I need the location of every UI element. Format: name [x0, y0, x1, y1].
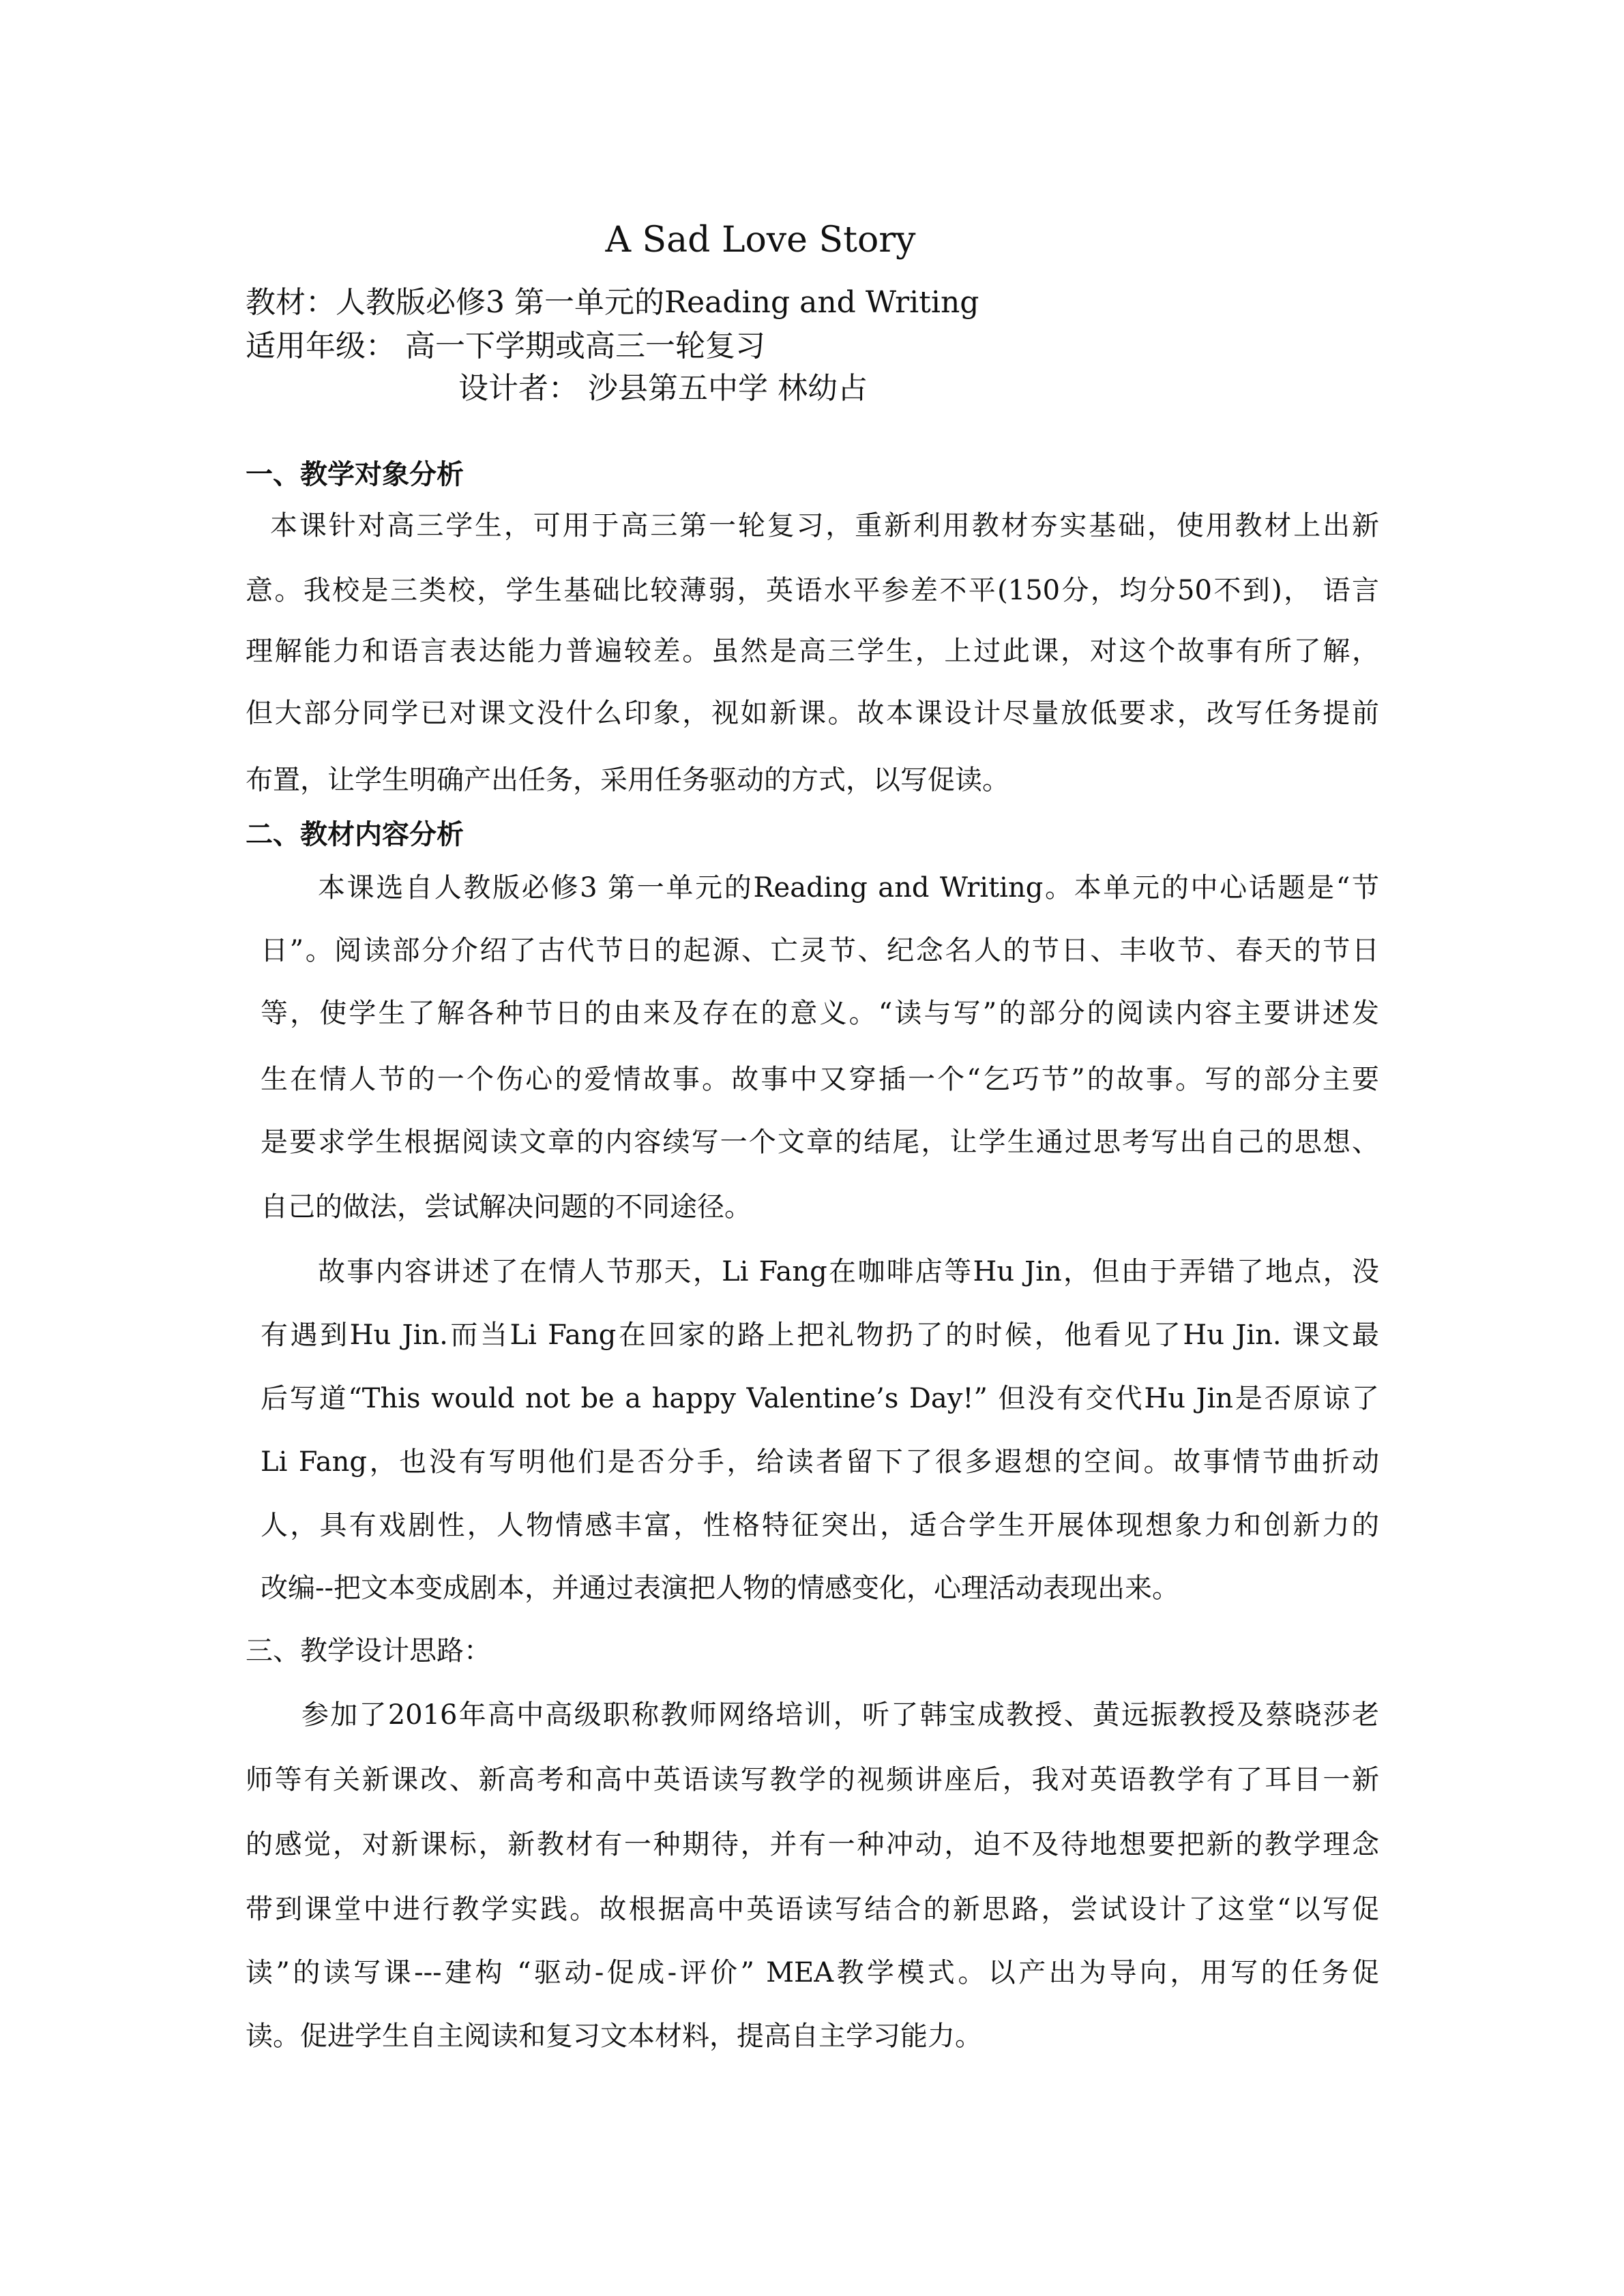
section2-para2-line-4: Li Fang，也没有写明他们是否分手，给读者留下了很多遐想的空间。故事情节曲折动 — [261, 1446, 1379, 1478]
document-title: A Sad Love Story — [605, 220, 916, 260]
section2-para2-line-3: 后写道“This would not be a happy Valentine’s Day!” 但没有交代Hu Jin是否原谅了 — [261, 1383, 1379, 1414]
section2-para1-line-2: 日”。阅读部分介绍了古代节日的起源、亡灵节、纪念名人的节日、丰收节、春天的节日 — [261, 935, 1379, 966]
section1-line-4: 但大部分同学已对课文没什么印象，视如新课。故本课设计尽量放低要求，改写任务提前 — [246, 698, 1379, 729]
section2-para1-line-6: 自己的做法，尝试解决问题的不同途径。 — [261, 1191, 752, 1223]
section1-line-5: 布置，让学生明确产出任务，采用任务驱动的方式，以写促读。 — [246, 764, 1009, 796]
section3-line-6: 读。促进学生自主阅读和复习文本材料，提高自主学习能力。 — [246, 2021, 982, 2052]
section2-para1-line-5: 是要求学生根据阅读文章的内容续写一个文章的结尾，让学生通过思考写出自己的思想、 — [261, 1127, 1379, 1158]
section2-para2-line-1: 故事内容讲述了在情人节那天，Li Fang在咖啡店等Hu Jin，但由于弄错了地点，没 — [318, 1256, 1379, 1287]
grade-line: 适用年级： 高一下学期或高三一轮复习 — [246, 329, 765, 363]
designer-line: 设计者： 沙县第五中学 林幼占 — [458, 371, 868, 406]
section3-line-2: 师等有关新课改、新高考和高中英语读写教学的视频讲座后，我对英语教学有了耳目一新 — [246, 1764, 1379, 1795]
section2-heading: 二、教材内容分析 — [246, 819, 464, 850]
section1-line-3: 理解能力和语言表达能力普遍较差。虽然是高三学生，上过此课，对这个故事有所了解， — [246, 636, 1379, 667]
section1-line-2: 意。我校是三类校，学生基础比较薄弱，英语水平参差不平(150分，均分50不到)， 语言 — [246, 575, 1379, 606]
section3-line-4: 带到课堂中进行教学实践。故根据高中英语读写结合的新思路，尝试设计了这堂“以写促 — [246, 1894, 1379, 1925]
section2-para1-line-4: 生在情人节的一个伤心的爱情故事。故事中又穿插一个“乞巧节”的故事。写的部分主要 — [261, 1064, 1379, 1095]
section3-line-3: 的感觉，对新课标，新教材有一种期待，并有一种冲动，迫不及待地想要把新的教学理念 — [246, 1829, 1379, 1860]
section3-heading: 三、教学设计思路： — [246, 1635, 491, 1667]
section2-para1-line-1: 本课选自人教版必修3 第一单元的Reading and Writing。本单元的中心话题是“节 — [318, 872, 1379, 904]
section3-line-5: 读”的读写课---建构 “驱动-促成-评价” MEA教学模式。以产出为导向，用写的任务促 — [246, 1957, 1379, 1988]
textbook-line: 教材：人教版必修3 第一单元的Reading and Writing — [246, 285, 979, 320]
section1-heading: 一、教学对象分析 — [246, 459, 464, 490]
section2-para2-line-2: 有遇到Hu Jin.而当Li Fang在回家的路上把礼物扔了的时候，他看见了Hu Jin. 课文最 — [261, 1320, 1379, 1351]
section1-line-1: 本课针对高三学生，可用于高三第一轮复习，重新利用教材夯实基础，使用教材上出新 — [270, 510, 1379, 541]
section2-para2-line-6: 改编--把文本变成剧本，并通过表演把人物的情感变化，心理活动表现出来。 — [261, 1572, 1180, 1604]
section3-line-1: 参加了2016年高中高级职称教师网络培训，听了韩宝成教授、黄远振教授及蔡晓莎老 — [301, 1699, 1379, 1731]
section2-para1-line-3: 等，使学生了解各种节日的由来及存在的意义。“读与写”的部分的阅读内容主要讲述发 — [261, 998, 1379, 1029]
section2-para2-line-5: 人，具有戏剧性，人物情感丰富，性格特征突出，适合学生开展体现想象力和创新力的 — [261, 1510, 1379, 1541]
